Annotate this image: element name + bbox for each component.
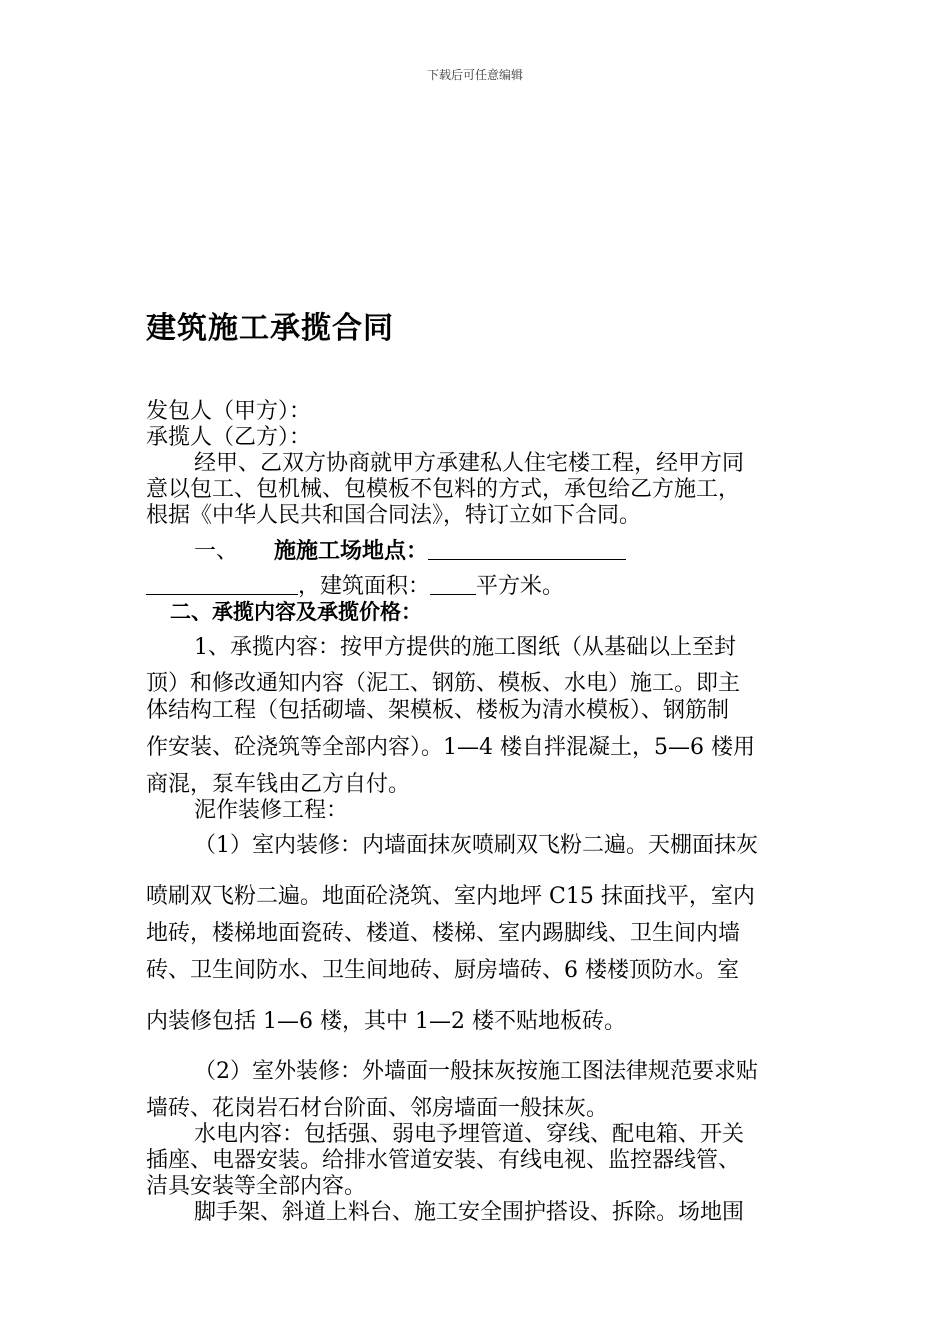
exterior-line-2: 墙砖、花岗岩石材台阶面、邻房墙面一般抹灰。 — [146, 1096, 609, 1121]
content-item1-line-3: 体结构工程（包括砌墙、架模板、楼板为清水模板）、钢筋制 — [146, 698, 730, 723]
site-location-blank-cont — [146, 572, 298, 595]
interior-line-2: 喷刷双飞粉二遍。地面砼浇筑、室内地坪 C15 抹面找平，室内 — [146, 884, 755, 909]
party-b-line: 承揽人（乙方）： — [146, 425, 312, 450]
interior-line-4: 砖、卫生间防水、卫生间地砖、厨房墙砖、6 楼楼顶防水。室 — [146, 958, 739, 983]
interior-line-5: 内装修包括 1—6 楼，其中 1—2 楼不贴地板砖。 — [146, 1009, 626, 1034]
area-prefix: ，建筑面积： — [298, 574, 431, 599]
party-a-line: 发包人（甲方）： — [146, 399, 312, 424]
masonry-title: 泥作装修工程： — [194, 798, 349, 823]
section1-line — [194, 537, 626, 566]
utilities-line-3: 洁具安装等全部内容。 — [146, 1174, 367, 1199]
content-item1-line-2: 顶）和修改通知内容（泥工、钢筋、模板、水电）施工。即主 — [146, 671, 741, 696]
content-item1-line-1: 1、承揽内容：按甲方提供的施工图纸（从基础以上至封 — [194, 635, 736, 660]
area-line — [146, 572, 564, 601]
area-blank — [430, 572, 476, 595]
area-unit: 平方米。 — [476, 574, 565, 599]
utilities-line-1: 水电内容：包括强、弱电予埋管道、穿线、配电箱、开关 — [194, 1122, 745, 1147]
interior-line-3: 地砖，楼梯地面瓷砖、楼道、楼梯、室内踢脚线、卫生间内墙 — [146, 921, 741, 946]
intro-line-3: 根据《中华人民共和国合同法》，特订立如下合同。 — [146, 503, 642, 528]
content-item1-line-5: 商混，泵车钱由乙方自付。 — [146, 772, 411, 797]
site-location-blank — [428, 537, 626, 560]
scaffold-line-1: 脚手架、斜道上料台、施工安全围护搭设、拆除。场地围 — [194, 1200, 745, 1225]
section1-label: 施施工场地点： — [274, 539, 429, 564]
interior-line-1: （1）室内装修：内墙面抹灰喷刷双飞粉二遍。天棚面抹灰 — [194, 833, 758, 858]
header-note: 下载后可任意编辑 — [426, 68, 523, 82]
section1-number: 一、 — [194, 539, 239, 564]
exterior-line-1: （2）室外装修：外墙面一般抹灰按施工图法律规范要求贴 — [194, 1059, 758, 1084]
intro-line-1: 经甲、乙双方协商就甲方承建私人住宅楼工程，经甲方同 — [194, 451, 745, 476]
utilities-line-2: 插座、电器安装。给排水管道安装、有线电视、监控器线管、 — [146, 1148, 741, 1173]
document-title: 建筑施工承揽合同 — [146, 311, 394, 346]
intro-line-2: 意以包工、包机械、包模板不包料的方式，承包给乙方施工， — [146, 477, 741, 502]
content-item1-line-4: 作安装、砼浇筑等全部内容）。1—4 楼自拌混凝土，5—6 楼用 — [146, 735, 755, 760]
section2-title: 二、承揽内容及承揽价格： — [170, 600, 422, 624]
